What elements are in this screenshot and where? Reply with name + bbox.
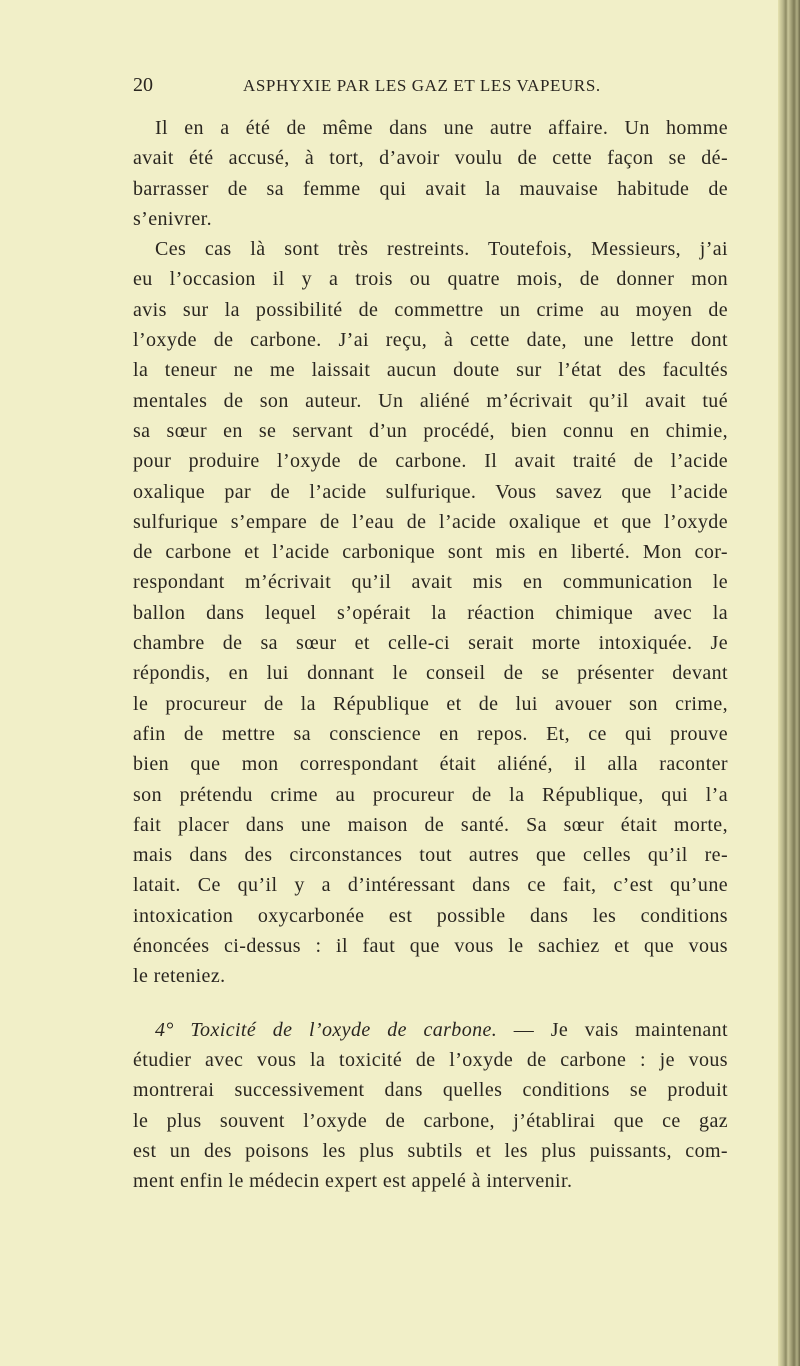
text-line: Ces cas là sont très restreints. Toutefois, Messieurs, j’ai bbox=[155, 238, 728, 261]
text-line: pour produire l’oxyde de carbone. Il avait traité de l’acide bbox=[133, 450, 728, 473]
text-line: le reteniez. bbox=[133, 965, 226, 988]
text-line: est un des poisons les plus subtils et les plus puissants, com- bbox=[133, 1139, 728, 1162]
text-line: ment enfin le médecin expert est appelé à intervenir. bbox=[133, 1170, 573, 1193]
text-line: montrerai successivement dans quelles conditions se produit bbox=[133, 1079, 728, 1102]
text-line: répondis, en lui donnant le conseil de se présenter devant bbox=[133, 662, 728, 685]
text-line: fait placer dans une maison de santé. Sa sœur était morte, bbox=[133, 813, 728, 836]
text-line: latait. Ce qu’il y a d’intéressant dans ce fait, c’est qu’une bbox=[133, 874, 728, 897]
body-text bbox=[133, 113, 728, 1196]
paragraph-section-4 bbox=[133, 1015, 728, 1197]
text-line: l’oxyde de carbone. J’ai reçu, à cette date, une lettre dont bbox=[133, 329, 728, 352]
text-line: respondant m’écrivait qu’il avait mis en communication le bbox=[133, 571, 728, 594]
text-line bbox=[133, 1015, 728, 1045]
text-line: avait été accusé, à tort, d’avoir voulu de cette façon se dé- bbox=[133, 147, 728, 170]
text-line: bien que mon correspondant était aliéné, il alla raconter bbox=[133, 753, 728, 776]
text-line: afin de mettre sa conscience en repos. Et, ce qui prouve bbox=[133, 722, 728, 745]
text-line: barrasser de sa femme qui avait la mauvaise habitude de bbox=[133, 177, 728, 200]
text-line: mais dans des circonstances tout autres que celles qu’il re- bbox=[133, 844, 728, 867]
page-header bbox=[133, 74, 733, 100]
text-line: avis sur la possibilité de commettre un crime au moyen de bbox=[133, 298, 728, 321]
text-line: eu l’occasion il y a trois ou quatre mois, de donner mon bbox=[133, 268, 728, 291]
book-binding-edge bbox=[778, 0, 800, 1366]
text-line: ballon dans lequel s’opérait la réaction chimique avec la bbox=[133, 601, 728, 624]
running-title: ASPHYXIE PAR LES GAZ ET LES VAPEURS. bbox=[243, 76, 601, 95]
text-line: étudier avec vous la toxicité de l’oxyde de carbone : je vous bbox=[133, 1048, 728, 1071]
text-line: chambre de sa sœur et celle-ci serait morte intoxiquée. Je bbox=[133, 632, 728, 655]
text-line: sa sœur en se servant d’un procédé, bien connu en chimie, bbox=[133, 419, 728, 442]
paragraph bbox=[133, 234, 728, 991]
text-line: le plus souvent l’oxyde de carbone, j’établirai que ce gaz bbox=[133, 1109, 728, 1132]
text-line: Il en a été de même dans une autre affaire. Un homme bbox=[155, 117, 728, 139]
paragraph bbox=[133, 113, 728, 234]
text-line: le procureur de la République et de lui avouer son crime, bbox=[133, 692, 728, 715]
text-line: oxalique par de l’acide sulfurique. Vous savez que l’acide bbox=[133, 480, 728, 503]
section-heading: 4° Toxicité de l’oxyde de carbone. bbox=[155, 1018, 498, 1041]
text-line: intoxication oxycarbonée est possible dans les conditions bbox=[133, 904, 728, 927]
text-line: mentales de son auteur. Un aliéné m’écrivait qu’il avait tué bbox=[133, 389, 728, 412]
text-line: de carbone et l’acide carbonique sont mis en liberté. Mon cor- bbox=[133, 541, 728, 564]
text-line: son prétendu crime au procureur de la République, qui l’a bbox=[133, 783, 728, 806]
text-line: la teneur ne me laissait aucun doute sur l’état des facultés bbox=[133, 359, 728, 382]
page-number: 20 bbox=[133, 74, 153, 96]
text-line: sulfurique s’empare de l’eau de l’acide oxalique et que l’oxyde bbox=[133, 510, 728, 533]
text-line: énoncées ci-dessus : il faut que vous le sachiez et que vous bbox=[133, 935, 728, 958]
text-line: s’enivrer. bbox=[133, 207, 212, 230]
section-heading-continuation: — Je vais maintenant bbox=[497, 1018, 728, 1041]
